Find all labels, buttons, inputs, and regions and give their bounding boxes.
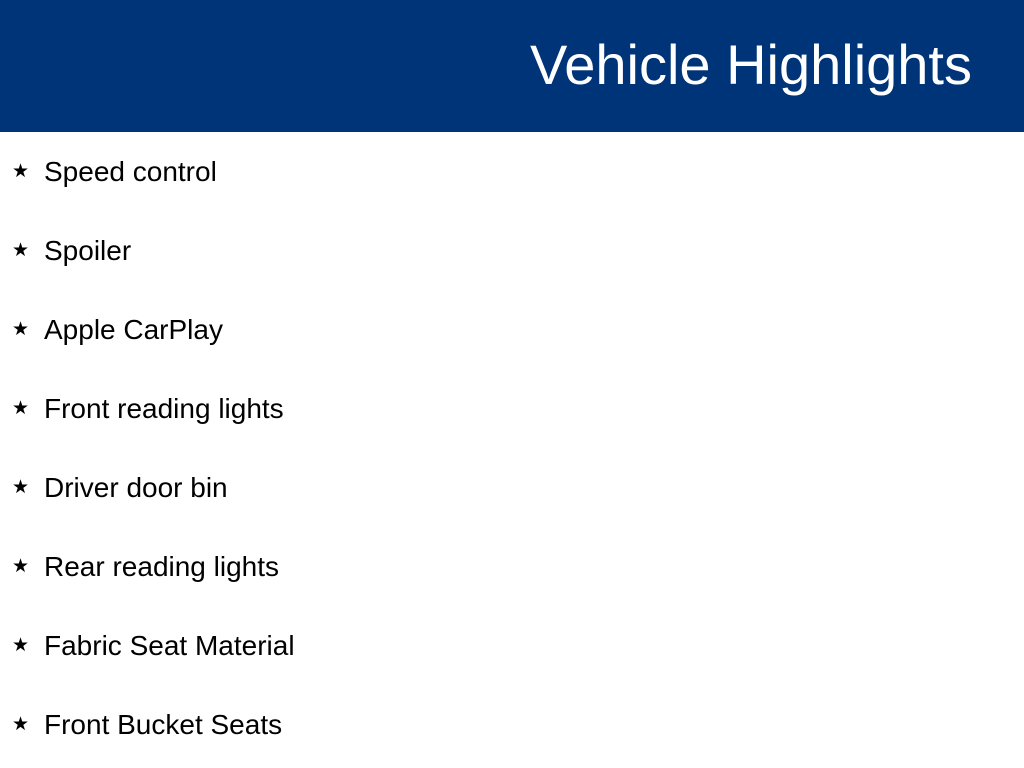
list-item	[0, 626, 600, 666]
list-item	[0, 468, 600, 508]
star-icon: ★	[12, 239, 30, 261]
star-icon: ★	[12, 713, 30, 735]
star-icon: ★	[12, 476, 30, 498]
highlight-label: Front reading lights	[44, 393, 284, 424]
star-icon: ★	[12, 634, 30, 656]
list-item	[0, 547, 600, 587]
list-item	[0, 310, 600, 350]
highlight-label: Apple CarPlay	[44, 314, 223, 345]
star-icon: ★	[12, 397, 30, 419]
highlight-label: Driver door bin	[44, 472, 228, 503]
header-banner	[0, 0, 1024, 132]
list-item	[0, 389, 600, 429]
star-icon: ★	[12, 555, 30, 577]
highlight-label: Spoiler	[44, 235, 132, 266]
highlight-label: Rear reading lights	[44, 551, 280, 582]
list-item	[0, 705, 600, 745]
star-icon: ★	[12, 160, 30, 182]
star-icon: ★	[12, 318, 30, 340]
list-item	[0, 152, 600, 192]
highlight-label: Speed control	[44, 156, 217, 187]
list-item	[0, 231, 600, 271]
page-title: Vehicle Highlights	[529, 33, 972, 96]
highlight-label: Front Bucket Seats	[44, 709, 283, 740]
highlight-label: Fabric Seat Material	[44, 630, 295, 661]
